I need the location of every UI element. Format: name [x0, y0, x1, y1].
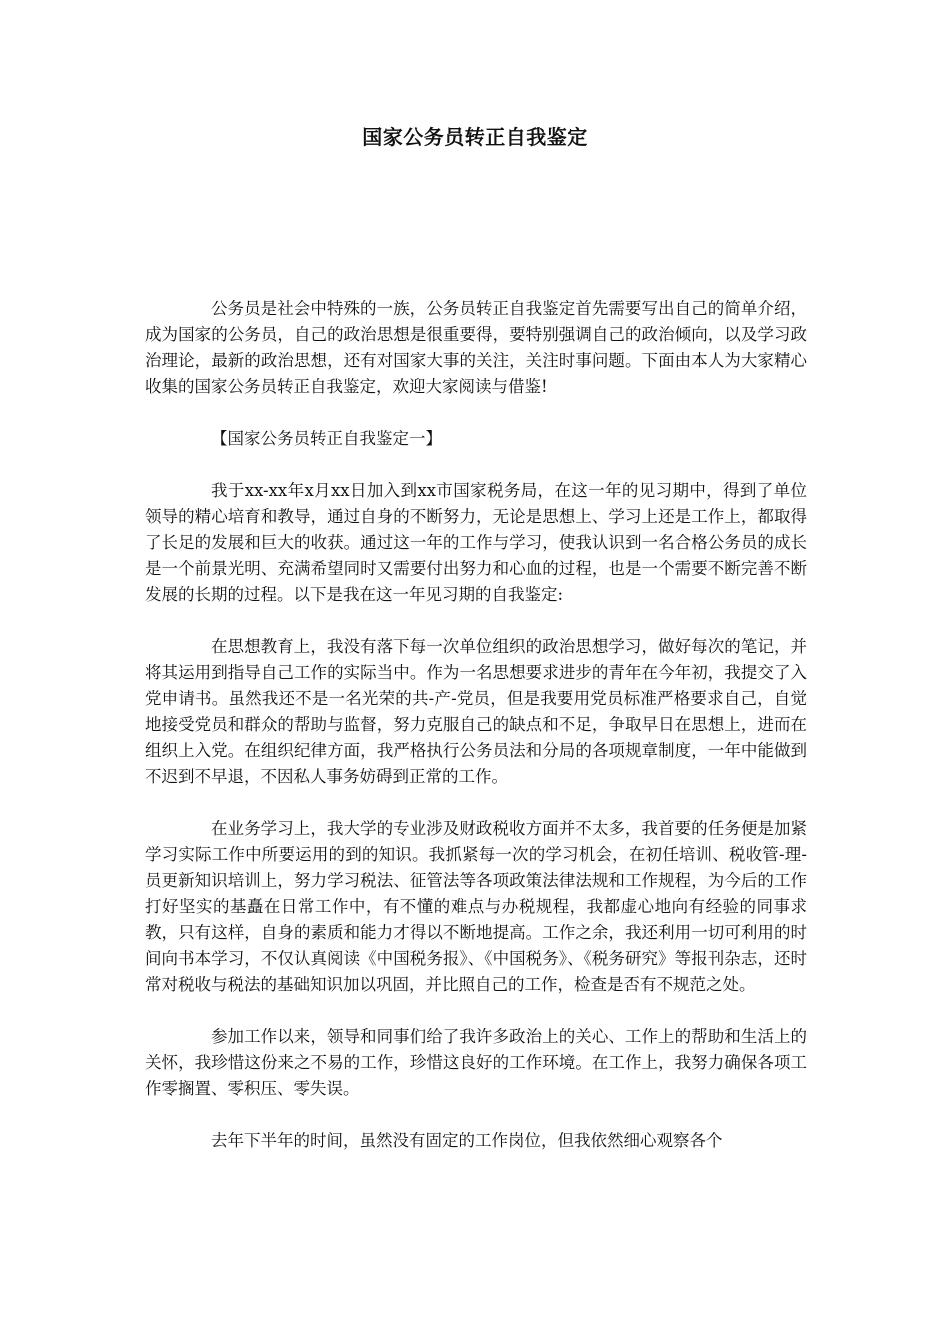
intro-paragraph: 公务员是社会中特殊的一族，公务员转正自我鉴定首先需要写出自己的简单介绍，成为国家的公务员，自己的政治思想是很重要得，要特别强调自己的政治倾向，以及学习政治理论，最新的政治思想，还有对国家大事的关注，关注时事问题。下面由本人为大家精心收集的国家公务员转正自我鉴定，欢迎大家阅读与借鉴! [145, 299, 807, 396]
body-paragraph: 在业务学习上，我大学的专业涉及财政税收方面并不太多，我首要的任务便是加紧学习实际工作中所要运用的到的知识。我抓紧每一次的学习机会，在初任培训、税收管-理-员更新知识培训上，努力学习税法、征管法等各项政策法律法规和工作规程，为今后的工作打好坚实的基矗在日常工作中，有不懂的难点与办税规程，我都虚心地向有经验的同事求教，只有这样，自身的素质和能力才得以不断地提高。工作之余，我还利用一切可利用的时间向书本学习，不仅认真阅读《中国税务报》、《中国税务》、《税务研究》等报刊杂志，还时常对税收与税法的基础知识加以巩固，并比照自己的工作，检查是否有不规范之处。 [145, 819, 807, 994]
body-paragraph: 在思想教育上，我没有落下每一次单位组织的政治思想学习，做好每次的笔记，并将其运用到指导自己工作的实际当中。作为一名思想要求进步的青年在今年初，我提交了入党申请书。虽然我还不是一名光荣的共-产-党员，但是我要用党员标准严格要求自己，自觉地接受党员和群众的帮助与监督，努力克服自己的缺点和不足，争取早日在思想上，进而在组织上入党。在组织纪律方面，我严格执行公务员法和分局的各项规章制度，一年中能做到不迟到不早退，不因私人事务妨碍到正常的工作。 [145, 637, 807, 786]
body-paragraph: 参加工作以来，领导和同事们给了我许多政治上的关心、工作上的帮助和生活上的关怀，我珍惜这份来之不易的工作，珍惜这良好的工作环境。在工作上，我努力确保各项工作零搁置、零积压、零失误。 [145, 1027, 807, 1098]
document-title: 国家公务员转正自我鉴定 [362, 125, 588, 149]
body-paragraph: 去年下半年的时间，虽然没有固定的工作岗位，但我依然细心观察各个 [211, 1131, 723, 1150]
body-paragraph: 我于xx-xx年x月xx日加入到xx市国家税务局，在这一年的见习期中，得到了单位领导的精心培育和教导，通过自身的不断努力，无论是思想上、学习上还是工作上，都取得了长足的发展和巨大的收获。通过这一年的工作与学习，使我认识到一名合格公务员的成长是一个前景光明、充满希望同时又需要付出努力和心血的过程，也是一个需要不断完善不断发展的长期的过程。以下是我在这一年见习期的自我鉴定: [145, 481, 807, 604]
document-body [145, 296, 807, 1180]
section-heading: 【国家公务员转正自我鉴定一】 [211, 429, 442, 448]
